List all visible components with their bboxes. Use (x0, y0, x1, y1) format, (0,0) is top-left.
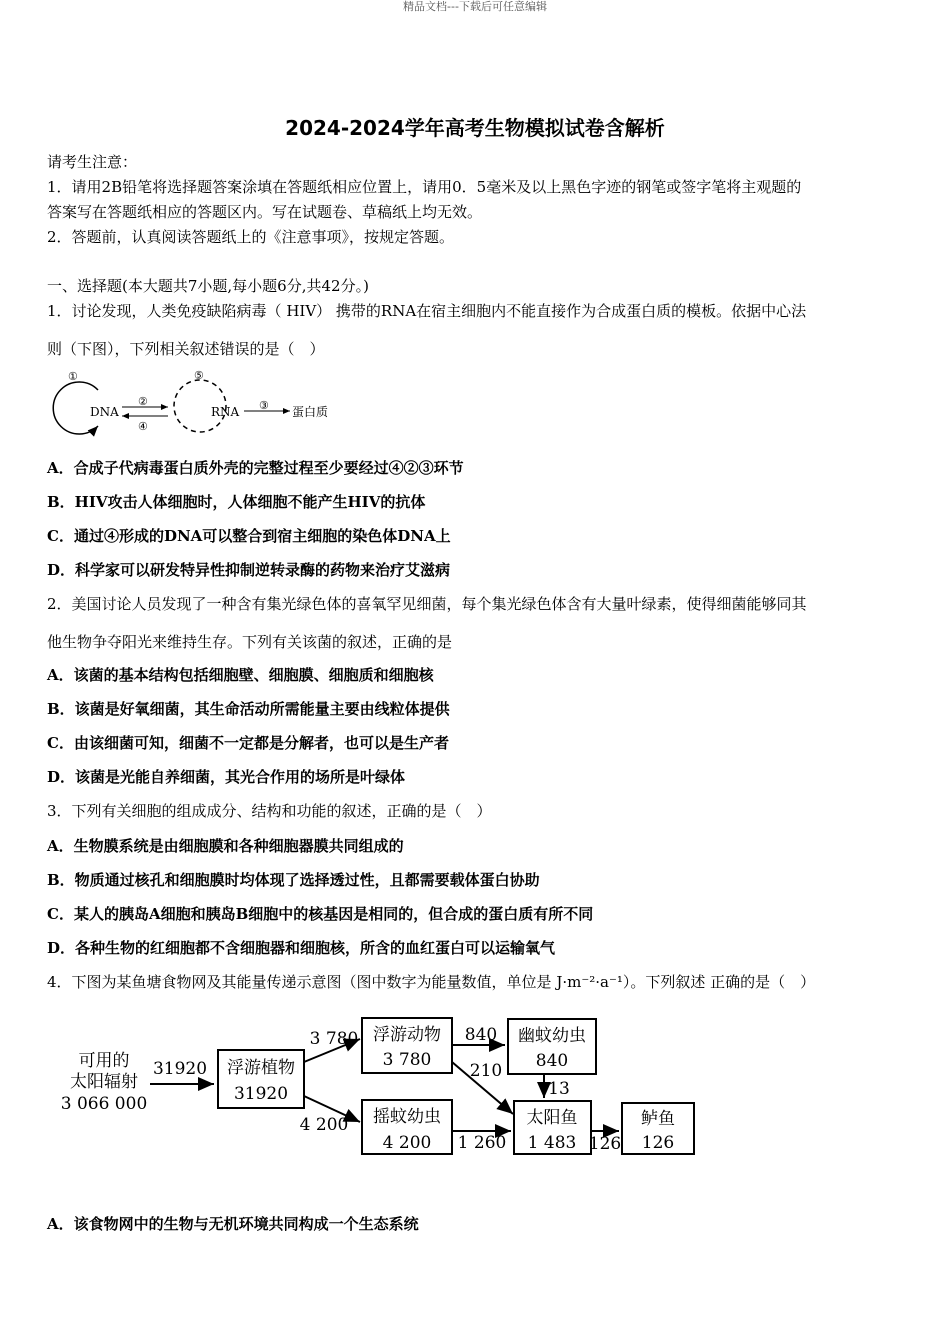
yaowen-label: 摇蚊幼虫 (373, 1107, 441, 1127)
label-4: ④ (138, 420, 148, 433)
sunfish-value: 1 483 (527, 1133, 577, 1153)
q2-option-a: A．该菌的基本结构包括细胞壁、细胞膜、细胞质和细胞核 (47, 666, 434, 684)
q1-stem-a: 1．讨论发现，人类免疫缺陷病毒（ HIV） 携带的RNA在宿主细胞内不能直接作为合成蛋白质的模板。依据中心法 (47, 302, 807, 320)
sun-value: 3 066 000 (60, 1094, 148, 1114)
notice-line-1b: 答案写在答题纸相应的答题区内。写在试题卷、草稿纸上均无效。 (47, 203, 483, 221)
zooplankton-label: 浮游动物 (373, 1025, 441, 1045)
notice-line-1a: 1．请用2B铅笔将选择题答案涂填在答题纸相应位置上，请用0．5毫米及以上黑色字迹的钢笔或签字笔将主观题的 (47, 178, 802, 196)
energy-zoo-youwen: 840 (464, 1025, 498, 1045)
central-dogma-diagram (40, 366, 340, 442)
rna-label: RNA (211, 405, 240, 419)
q1-option-d: D．科学家可以研发特异性抑制逆转录酶的药物来治疗艾滋病 (47, 561, 451, 579)
q3-stem: 3．下列有关细胞的组成成分、结构和功能的叙述，正确的是（ ） (47, 802, 492, 820)
energy-zoo-sunfish: 210 (469, 1061, 503, 1081)
q4-stem: 4．下图为某鱼塘食物网及其能量传递示意图（图中数字为能量数值，单位是 J·m⁻²·a⁻¹）。下列叙述 正确的是（ ） (47, 973, 816, 991)
q3-option-a: A．生物膜系统是由细胞膜和各种细胞器膜共同组成的 (47, 837, 404, 855)
q1-stem-b: 则（下图），下列相关叙述错误的是（ ） (47, 340, 325, 358)
phytoplankton-label: 浮游植物 (227, 1058, 295, 1078)
yaowen-value: 4 200 (382, 1133, 432, 1153)
watermark: 精品文档---下载后可任意编辑 (403, 0, 547, 13)
sunfish-label: 太阳鱼 (526, 1108, 578, 1128)
dna-label: DNA (90, 405, 119, 419)
q4-option-a: A．该食物网中的生物与无机环境共同构成一个生态系统 (47, 1215, 419, 1233)
energy-phyto-zoo: 3 780 (309, 1029, 359, 1049)
energy-sun-phyto: 31920 (152, 1059, 208, 1079)
protein-label: 蛋白质 (292, 405, 329, 419)
label-2: ② (138, 395, 148, 408)
q1-option-b: B．HIV攻击人体细胞时，人体细胞不能产生HIV的抗体 (47, 493, 426, 511)
sun-label-1: 可用的 (78, 1051, 130, 1071)
zooplankton-value: 3 780 (382, 1050, 432, 1070)
notice-line-2: 2．答题前，认真阅读答题纸上的《注意事项》，按规定答题。 (47, 228, 455, 246)
perch-value: 126 (641, 1133, 675, 1153)
label-5: ⑤ (194, 369, 204, 382)
youwen-value: 840 (535, 1051, 569, 1071)
q2-option-d: D．该菌是光能自养细菌，其光合作用的场所是叶绿体 (47, 768, 406, 786)
energy-sunfish-perch: 126 (588, 1134, 622, 1154)
notice-heading: 请考生注意： (47, 153, 138, 171)
food-web-diagram (50, 1012, 710, 1162)
q2-stem-a: 2．美国讨论人员发现了一种含有集光绿色体的喜氧罕见细菌，每个集光绿色体含有大量叶绿素，使得细菌能够同其 (47, 595, 807, 613)
sun-label-2: 太阳辐射 (70, 1072, 138, 1092)
energy-yaowen-sunfish: 1 260 (457, 1133, 507, 1153)
q1-option-a: A．合成子代病毒蛋白质外壳的完整过程至少要经过④②③环节 (47, 459, 464, 477)
q2-stem-b: 他生物争夺阳光来维持生存。下列有关该菌的叙述，正确的是 (47, 633, 453, 651)
q1-option-c: C．通过④形成的DNA可以整合到宿主细胞的染色体DNA上 (47, 527, 451, 545)
youwen-label: 幽蚊幼虫 (518, 1026, 586, 1046)
q3-option-d: D．各种生物的红细胞都不含细胞器和细胞核，所含的血红蛋白可以运输氧气 (47, 939, 556, 957)
phytoplankton-value: 31920 (233, 1084, 289, 1104)
label-3: ③ (259, 399, 269, 412)
page-title: 2024-2024学年高考生物模拟试卷含解析 (285, 116, 665, 140)
q2-option-b: B．该菌是好氧细菌，其生命活动所需能量主要由线粒体提供 (47, 700, 450, 718)
perch-label: 鲈鱼 (641, 1109, 675, 1129)
q3-option-c: C．某人的胰岛A细胞和胰岛B细胞中的核基因是相同的，但合成的蛋白质有所不同 (47, 905, 594, 923)
section-heading: 一、选择题(本大题共7小题,每小题6分,共42分。) (47, 277, 369, 295)
q3-option-b: B．物质通过核孔和细胞膜时均体现了选择透过性，且都需要载体蛋白协助 (47, 871, 540, 889)
q2-option-c: C．由该细菌可知，细菌不一定都是分解者，也可以是生产者 (47, 734, 449, 752)
energy-phyto-yaowen: 4 200 (299, 1115, 349, 1135)
label-1: ① (68, 370, 78, 383)
energy-youwen-sunfish: 13 (548, 1079, 570, 1099)
